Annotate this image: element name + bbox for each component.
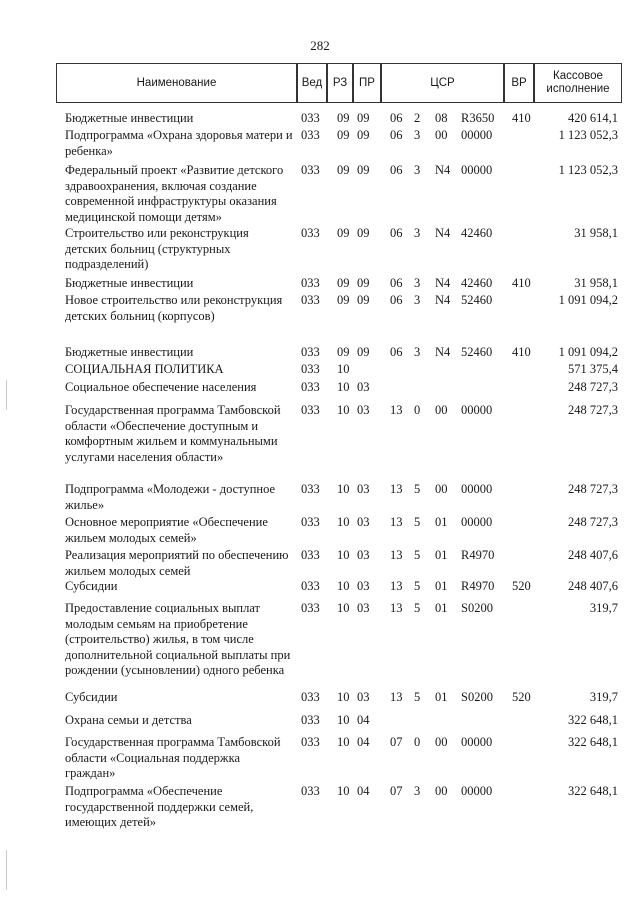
cell-c1: 06 (390, 276, 403, 290)
cell-rz: 10 (337, 579, 350, 593)
cell-pr: 03 (357, 403, 370, 417)
cell-c4: 42460 (461, 226, 493, 240)
cell-rz: 10 (337, 690, 350, 704)
cell-c1: 07 (390, 735, 403, 749)
cell-c2: 3 (414, 276, 421, 290)
cell-pr: 04 (357, 713, 370, 727)
cell-amt: 420 614,1 (568, 111, 618, 125)
cell-rz: 10 (337, 601, 350, 615)
cell-ved: 033 (301, 345, 320, 359)
cell-c3: N4 (435, 276, 451, 290)
page-number: 282 (310, 38, 330, 53)
cell-c2: 3 (414, 784, 421, 798)
cell-ved: 033 (301, 111, 320, 125)
cell-c2: 3 (414, 293, 421, 307)
cell-c1: 13 (390, 482, 403, 496)
cell-c4: 52460 (461, 345, 493, 359)
cell-c1: 13 (390, 515, 403, 529)
cell-ved: 033 (301, 380, 320, 394)
cell-c3: 01 (435, 579, 448, 593)
cell-pr: 09 (357, 128, 370, 142)
cell-name: Охрана семьи и детства (65, 713, 192, 727)
cell-pr: 09 (357, 163, 370, 177)
cell-vr: 410 (512, 345, 531, 359)
cell-ved: 033 (301, 690, 320, 704)
cell-pr: 09 (357, 276, 370, 290)
cell-ved: 033 (301, 735, 320, 749)
cell-name: Реализация мероприятий по обеспечению жильем молодых семей (65, 548, 289, 578)
cell-amt: 248 407,6 (568, 548, 618, 562)
cell-pr: 03 (357, 548, 370, 562)
cell-c2: 5 (414, 548, 421, 562)
cell-ved: 033 (301, 482, 320, 496)
cell-c4: S0200 (461, 690, 493, 704)
cell-vr: 410 (512, 111, 531, 125)
cell-ved: 033 (301, 601, 320, 615)
cell-c4: 00000 (461, 403, 493, 417)
cell-pr: 09 (357, 293, 370, 307)
cell-rz: 10 (337, 515, 350, 529)
cell-c3: 00 (435, 482, 448, 496)
cell-c2: 5 (414, 690, 421, 704)
cell-c4: 00000 (461, 128, 493, 142)
cell-c1: 06 (390, 111, 403, 125)
cell-c4: 52460 (461, 293, 493, 307)
cell-rz: 09 (337, 226, 350, 240)
margin-mark (6, 850, 7, 890)
cell-c4: 00000 (461, 515, 493, 529)
cell-amt: 322 648,1 (568, 713, 618, 727)
cell-rz: 09 (337, 111, 350, 125)
header-amount: Кассовое исполнение (534, 63, 622, 103)
cell-rz: 09 (337, 293, 350, 307)
cell-amt: 1 091 094,2 (558, 293, 618, 307)
cell-c1: 06 (390, 128, 403, 142)
cell-rz: 09 (337, 163, 350, 177)
cell-pr: 09 (357, 226, 370, 240)
cell-amt: 1 123 052,3 (558, 163, 618, 177)
cell-ved: 033 (301, 163, 320, 177)
cell-c4: R4970 (461, 579, 495, 593)
cell-pr: 09 (357, 111, 370, 125)
cell-rz: 10 (337, 713, 350, 727)
cell-pr: 03 (357, 515, 370, 529)
cell-c1: 13 (390, 601, 403, 615)
cell-c1: 13 (390, 403, 403, 417)
cell-pr: 03 (357, 579, 370, 593)
cell-c2: 5 (414, 601, 421, 615)
cell-c4: R4970 (461, 548, 495, 562)
cell-c4: 00000 (461, 163, 493, 177)
margin-mark (6, 380, 7, 410)
cell-name: Государственная программа Тамбовской области «Обеспечение доступным и комфортным жильем и коммунальными услугами населения области» (65, 403, 281, 464)
cell-ved: 033 (301, 362, 320, 376)
cell-c3: 08 (435, 111, 448, 125)
cell-pr: 04 (357, 784, 370, 798)
cell-c1: 06 (390, 293, 403, 307)
cell-c2: 5 (414, 579, 421, 593)
cell-name: Предоставление социальных выплат молодым семьям на приобретение (строительство) жилья, в том числе дополнительной социальной выплаты при рождении (усыновлении) одного ребенка (65, 601, 291, 677)
cell-rz: 09 (337, 276, 350, 290)
cell-c2: 3 (414, 345, 421, 359)
cell-name: Федеральный проект «Развитие детского здравоохранения, включая создание современной инфраструктуры оказания медицинской помощи детям» (65, 163, 284, 224)
cell-amt: 31 958,1 (574, 276, 618, 290)
cell-amt: 571 375,4 (568, 362, 618, 376)
cell-c3: 01 (435, 690, 448, 704)
cell-amt: 319,7 (589, 690, 618, 704)
cell-pr: 09 (357, 345, 370, 359)
cell-c3: 01 (435, 548, 448, 562)
cell-rz: 10 (337, 362, 350, 376)
cell-pr: 03 (357, 380, 370, 394)
cell-rz: 09 (337, 128, 350, 142)
cell-pr: 03 (357, 482, 370, 496)
cell-pr: 03 (357, 601, 370, 615)
cell-amt: 322 648,1 (568, 735, 618, 749)
cell-ved: 033 (301, 276, 320, 290)
cell-name: Государственная программа Тамбовской области «Социальная поддержка граждан» (65, 735, 281, 780)
header-rz: РЗ (327, 63, 353, 103)
cell-pr: 03 (357, 690, 370, 704)
cell-rz: 10 (337, 735, 350, 749)
cell-amt: 248 727,3 (568, 515, 618, 529)
cell-vr: 410 (512, 276, 531, 290)
cell-c1: 07 (390, 784, 403, 798)
cell-vr: 520 (512, 690, 531, 704)
cell-c4: 00000 (461, 482, 493, 496)
cell-rz: 09 (337, 345, 350, 359)
cell-name: Субсидии (65, 690, 118, 704)
cell-c2: 3 (414, 226, 421, 240)
cell-rz: 10 (337, 482, 350, 496)
header-ved: Вед (297, 63, 327, 103)
cell-c2: 0 (414, 403, 421, 417)
cell-c3: 00 (435, 403, 448, 417)
cell-name: Основное мероприятие «Обеспечение жильем молодых семей» (65, 515, 268, 545)
cell-pr: 04 (357, 735, 370, 749)
cell-c1: 13 (390, 548, 403, 562)
cell-ved: 033 (301, 548, 320, 562)
cell-amt: 248 727,3 (568, 482, 618, 496)
cell-c3: 01 (435, 601, 448, 615)
cell-amt: 1 123 052,3 (558, 128, 618, 142)
cell-rz: 10 (337, 548, 350, 562)
cell-ved: 033 (301, 713, 320, 727)
cell-name: Подпрограмма «Молодежи - доступное жилье» (65, 482, 276, 512)
cell-c2: 3 (414, 128, 421, 142)
cell-name: Строительство или реконструкция детских больниц (структурных подразделений) (65, 226, 249, 271)
cell-ved: 033 (301, 579, 320, 593)
cell-c3: 01 (435, 515, 448, 529)
cell-c1: 06 (390, 345, 403, 359)
header-csr: ЦСР (381, 63, 504, 103)
header-vr: ВР (504, 63, 534, 103)
cell-ved: 033 (301, 515, 320, 529)
cell-ved: 033 (301, 128, 320, 142)
cell-name: Подпрограмма «Обеспечение государственной поддержки семей, имеющих детей» (65, 784, 254, 829)
cell-name: Подпрограмма «Охрана здоровья матери и ребенка» (65, 128, 293, 158)
cell-c2: 0 (414, 735, 421, 749)
cell-c2: 5 (414, 515, 421, 529)
cell-ved: 033 (301, 403, 320, 417)
cell-c2: 5 (414, 482, 421, 496)
cell-c3: N4 (435, 163, 451, 177)
header-name: Наименование (56, 63, 297, 103)
cell-amt: 31 958,1 (574, 226, 618, 240)
cell-rz: 10 (337, 784, 350, 798)
cell-c4: 42460 (461, 276, 493, 290)
cell-amt: 248 407,6 (568, 579, 618, 593)
header-pr: ПР (353, 63, 381, 103)
cell-name: СОЦИАЛЬНАЯ ПОЛИТИКА (65, 362, 224, 376)
cell-c3: 00 (435, 735, 448, 749)
cell-c1: 13 (390, 579, 403, 593)
cell-ved: 033 (301, 293, 320, 307)
cell-c4: 00000 (461, 784, 493, 798)
cell-c1: 06 (390, 163, 403, 177)
cell-amt: 248 727,3 (568, 403, 618, 417)
cell-rz: 10 (337, 403, 350, 417)
cell-name: Субсидии (65, 579, 118, 593)
cell-name: Бюджетные инвестиции (65, 345, 194, 359)
cell-c4: S0200 (461, 601, 493, 615)
cell-name: Бюджетные инвестиции (65, 276, 194, 290)
cell-c1: 13 (390, 690, 403, 704)
cell-c2: 3 (414, 163, 421, 177)
cell-c3: 00 (435, 128, 448, 142)
cell-name: Новое строительство или реконструкция детских больниц (корпусов) (65, 293, 283, 323)
cell-c3: N4 (435, 226, 451, 240)
cell-amt: 1 091 094,2 (558, 345, 618, 359)
cell-ved: 033 (301, 784, 320, 798)
cell-vr: 520 (512, 579, 531, 593)
cell-c4: 00000 (461, 735, 493, 749)
cell-name: Бюджетные инвестиции (65, 111, 194, 125)
cell-amt: 322 648,1 (568, 784, 618, 798)
cell-c3: N4 (435, 345, 451, 359)
cell-name: Социальное обеспечение населения (65, 380, 257, 394)
cell-c4: R3650 (461, 111, 495, 125)
cell-c3: N4 (435, 293, 451, 307)
cell-c2: 2 (414, 111, 421, 125)
cell-c1: 06 (390, 226, 403, 240)
cell-ved: 033 (301, 226, 320, 240)
cell-rz: 10 (337, 380, 350, 394)
cell-c3: 00 (435, 784, 448, 798)
cell-amt: 248 727,3 (568, 380, 618, 394)
cell-amt: 319,7 (589, 601, 618, 615)
